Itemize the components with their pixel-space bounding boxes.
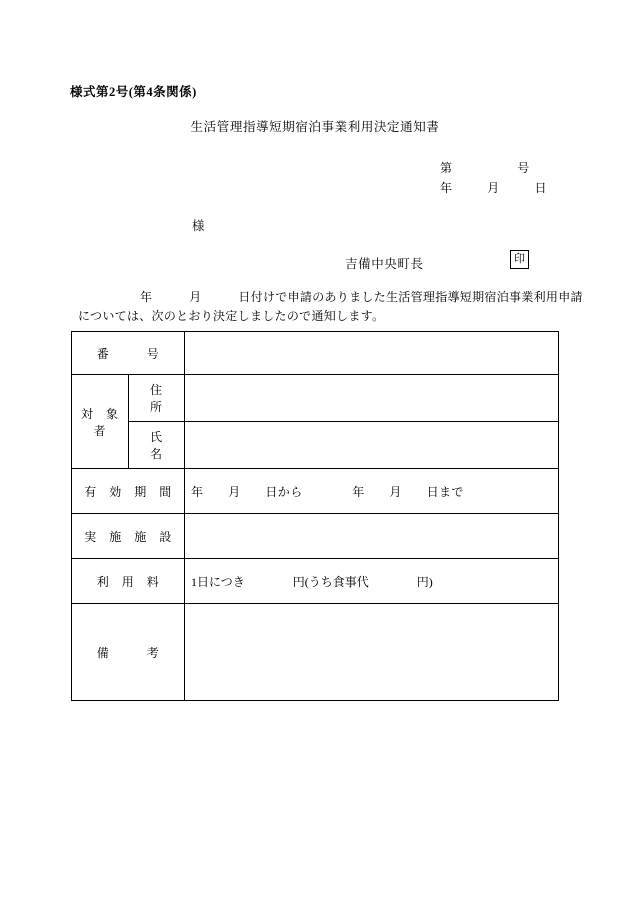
row-label-period: 有 効 期 間 <box>72 469 185 514</box>
row-label-fee: 利 用 料 <box>72 559 185 604</box>
document-date-line <box>440 179 547 196</box>
row-value-fee[interactable]: 1日につき 円(うち食事代 円) <box>185 559 559 604</box>
issuer-name: 吉備中央町長 <box>345 257 424 271</box>
table-row-facility <box>72 514 559 559</box>
seal-icon: 印 <box>510 250 529 269</box>
row-value-period[interactable]: 年 月 日から 年 月 日まで <box>185 469 559 514</box>
addressee-line: 様 <box>192 219 205 233</box>
document-number-line <box>440 159 530 176</box>
row-value-facility[interactable] <box>185 514 559 559</box>
table-row-name <box>72 422 559 469</box>
row-label-remarks: 備 考 <box>72 604 185 701</box>
row-label-address: 住 所 <box>128 375 185 422</box>
document-number-suffix: 号 <box>517 161 530 175</box>
table-row-address <box>72 375 559 422</box>
body-text-line-2: については、次のとおり決定しましたので通知します。 <box>78 309 385 323</box>
table-row-remarks <box>72 604 559 701</box>
document-number-label: 第 <box>440 161 453 175</box>
table-row-period <box>72 469 559 514</box>
form-number: 様式第2号(第4条関係) <box>70 85 197 99</box>
date-year-label: 年 <box>440 181 453 195</box>
table-row-fee <box>72 559 559 604</box>
row-label-target: 対 象 者 <box>72 375 129 469</box>
row-label-name: 氏 名 <box>128 422 185 469</box>
row-label-number: 番 号 <box>72 332 185 375</box>
page-title: 生活管理指導短期宿泊事業利用決定通知書 <box>190 120 440 134</box>
row-value-number[interactable] <box>185 332 559 375</box>
row-value-address[interactable] <box>185 375 559 422</box>
date-day-label: 日 <box>534 181 547 195</box>
row-value-remarks[interactable] <box>185 604 559 701</box>
decision-table <box>71 331 559 701</box>
row-value-name[interactable] <box>185 422 559 469</box>
table-row-number <box>72 332 559 375</box>
body-text-line-1: 年 月 日付けで申請のありました生活管理指導短期宿泊事業利用申請 <box>140 290 583 304</box>
date-month-label: 月 <box>487 181 500 195</box>
row-label-facility: 実 施 施 設 <box>72 514 185 559</box>
